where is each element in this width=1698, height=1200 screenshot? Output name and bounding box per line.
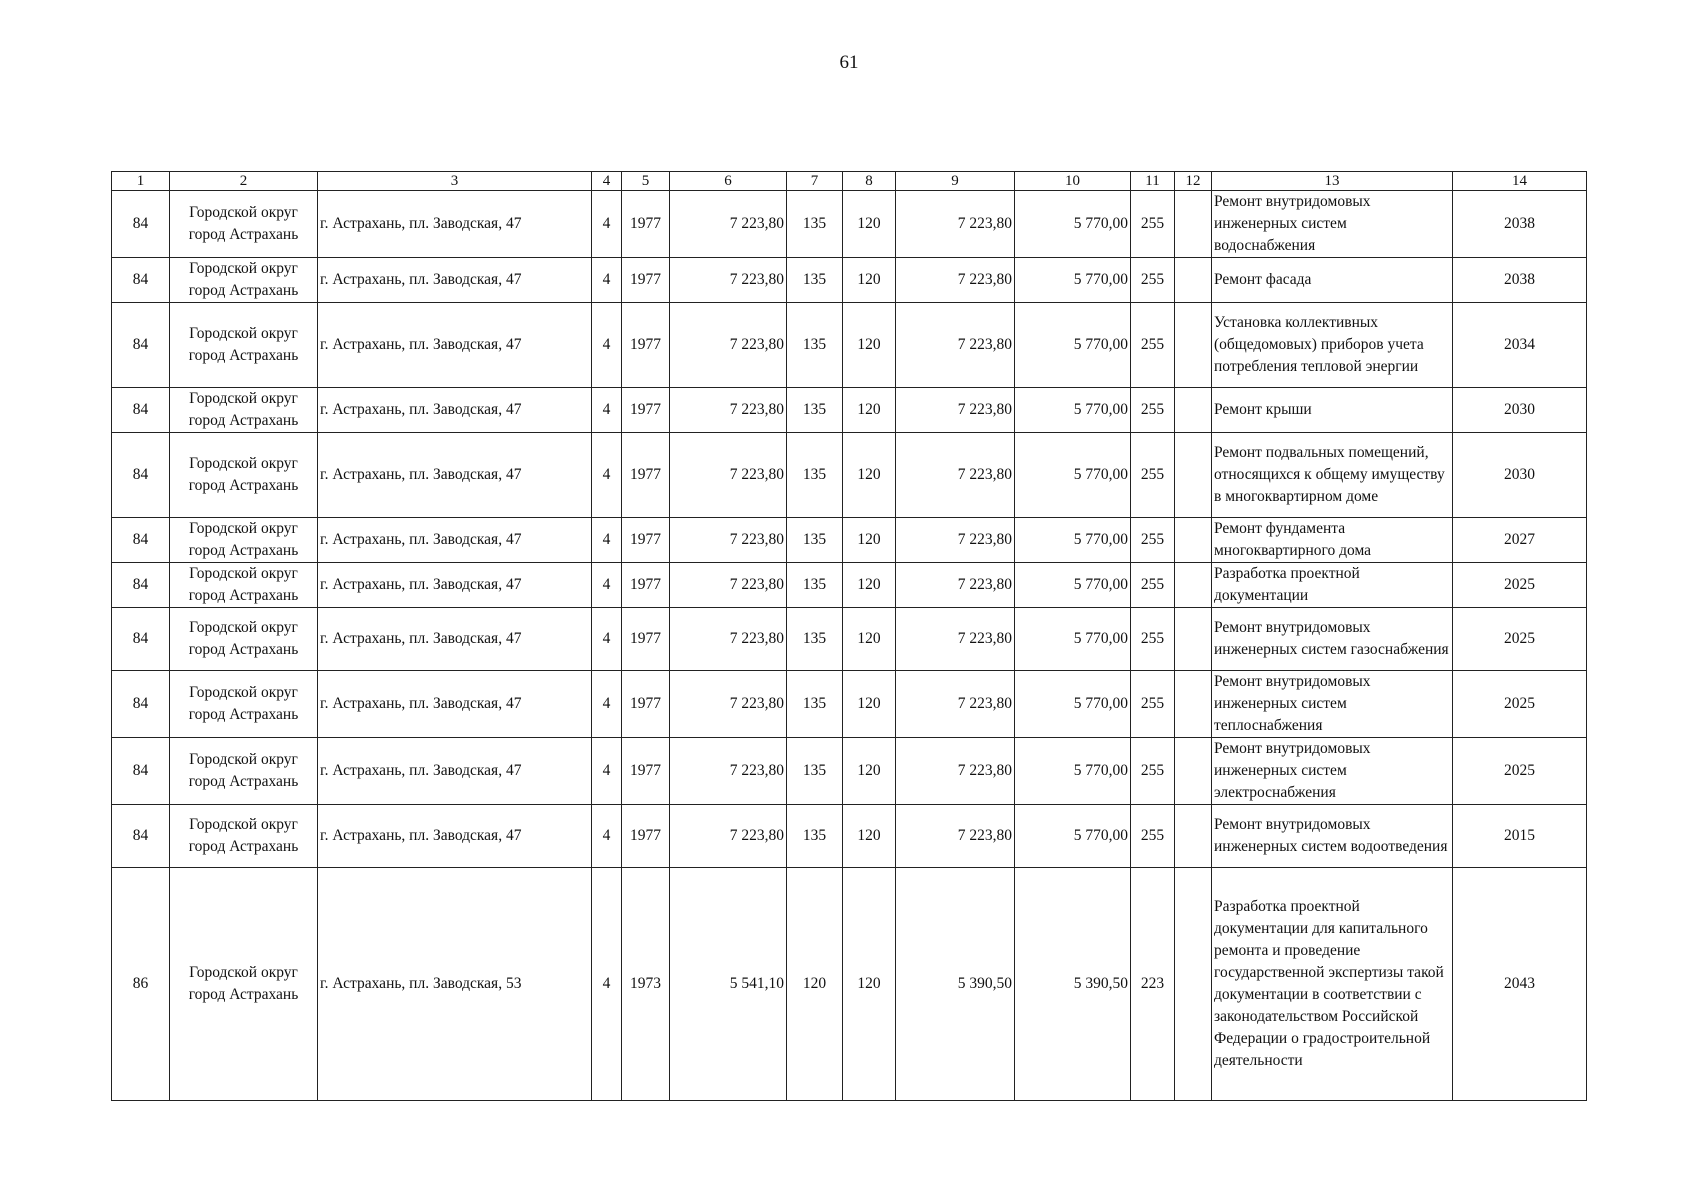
municipality: Городской округ город Астрахань bbox=[170, 805, 318, 868]
column-number: 14 bbox=[1453, 172, 1587, 191]
total-area: 7 223,80 bbox=[670, 433, 787, 518]
address: г. Астрахань, пл. Заводская, 47 bbox=[318, 671, 592, 738]
row-number: 84 bbox=[112, 563, 170, 608]
total-area: 7 223,80 bbox=[670, 608, 787, 671]
build-year: 1977 bbox=[622, 518, 670, 563]
col-7-value: 135 bbox=[787, 805, 843, 868]
col-11-value: 255 bbox=[1131, 563, 1175, 608]
col-11-value: 223 bbox=[1131, 868, 1175, 1101]
table-row bbox=[112, 433, 1587, 518]
build-year: 1973 bbox=[622, 868, 670, 1101]
col-10-value: 5 770,00 bbox=[1015, 303, 1131, 388]
plan-year: 2034 bbox=[1453, 303, 1587, 388]
floors: 4 bbox=[592, 738, 622, 805]
column-number: 3 bbox=[318, 172, 592, 191]
table-row bbox=[112, 868, 1587, 1101]
col-11-value: 255 bbox=[1131, 191, 1175, 258]
col-12-value bbox=[1175, 805, 1212, 868]
build-year: 1977 bbox=[622, 303, 670, 388]
address: г. Астрахань, пл. Заводская, 47 bbox=[318, 563, 592, 608]
col-7-value: 135 bbox=[787, 608, 843, 671]
row-number: 84 bbox=[112, 191, 170, 258]
plan-year: 2038 bbox=[1453, 191, 1587, 258]
total-area: 7 223,80 bbox=[670, 518, 787, 563]
column-number: 13 bbox=[1212, 172, 1453, 191]
col-12-value bbox=[1175, 303, 1212, 388]
work-type: Ремонт подвальных помещений, относящихся к общему имуществу в многоквартирном доме bbox=[1212, 433, 1453, 518]
plan-year: 2030 bbox=[1453, 388, 1587, 433]
work-type: Разработка проектной документации для капитального ремонта и проведение государственной экспертизы такой документации в соответствии с законодательством Российской Федерации о градостроительной деятельности bbox=[1212, 868, 1453, 1101]
col-7-value: 135 bbox=[787, 303, 843, 388]
table-row bbox=[112, 518, 1587, 563]
col-11-value: 255 bbox=[1131, 303, 1175, 388]
floors: 4 bbox=[592, 518, 622, 563]
col-11-value: 255 bbox=[1131, 738, 1175, 805]
floors: 4 bbox=[592, 258, 622, 303]
column-number: 11 bbox=[1131, 172, 1175, 191]
col-9-value: 7 223,80 bbox=[896, 563, 1015, 608]
work-type: Ремонт внутридомовых инженерных систем газоснабжения bbox=[1212, 608, 1453, 671]
col-7-value: 135 bbox=[787, 563, 843, 608]
col-12-value bbox=[1175, 671, 1212, 738]
col-12-value bbox=[1175, 518, 1212, 563]
floors: 4 bbox=[592, 671, 622, 738]
column-number: 2 bbox=[170, 172, 318, 191]
col-9-value: 5 390,50 bbox=[896, 868, 1015, 1101]
work-type: Разработка проектной документации bbox=[1212, 563, 1453, 608]
col-8-value: 120 bbox=[843, 805, 896, 868]
column-number: 8 bbox=[843, 172, 896, 191]
plan-year: 2015 bbox=[1453, 805, 1587, 868]
table-row bbox=[112, 388, 1587, 433]
row-number: 84 bbox=[112, 738, 170, 805]
work-type: Ремонт внутридомовых инженерных систем водоснабжения bbox=[1212, 191, 1453, 258]
plan-year: 2027 bbox=[1453, 518, 1587, 563]
col-7-value: 135 bbox=[787, 433, 843, 518]
address: г. Астрахань, пл. Заводская, 47 bbox=[318, 303, 592, 388]
work-type: Ремонт фундамента многоквартирного дома bbox=[1212, 518, 1453, 563]
col-12-value bbox=[1175, 738, 1212, 805]
col-10-value: 5 770,00 bbox=[1015, 738, 1131, 805]
address: г. Астрахань, пл. Заводская, 47 bbox=[318, 388, 592, 433]
municipality: Городской округ город Астрахань bbox=[170, 388, 318, 433]
work-type: Ремонт фасада bbox=[1212, 258, 1453, 303]
municipality: Городской округ город Астрахань bbox=[170, 563, 318, 608]
plan-year: 2025 bbox=[1453, 671, 1587, 738]
col-7-value: 135 bbox=[787, 738, 843, 805]
table-row bbox=[112, 671, 1587, 738]
row-number: 86 bbox=[112, 868, 170, 1101]
column-number: 9 bbox=[896, 172, 1015, 191]
col-7-value: 120 bbox=[787, 868, 843, 1101]
floors: 4 bbox=[592, 303, 622, 388]
municipality: Городской округ город Астрахань bbox=[170, 191, 318, 258]
col-9-value: 7 223,80 bbox=[896, 433, 1015, 518]
col-10-value: 5 770,00 bbox=[1015, 671, 1131, 738]
row-number: 84 bbox=[112, 671, 170, 738]
address: г. Астрахань, пл. Заводская, 47 bbox=[318, 738, 592, 805]
col-7-value: 135 bbox=[787, 518, 843, 563]
column-number: 1 bbox=[112, 172, 170, 191]
col-8-value: 120 bbox=[843, 258, 896, 303]
col-10-value: 5 770,00 bbox=[1015, 258, 1131, 303]
municipality: Городской округ город Астрахань bbox=[170, 671, 318, 738]
col-11-value: 255 bbox=[1131, 518, 1175, 563]
col-12-value bbox=[1175, 433, 1212, 518]
floors: 4 bbox=[592, 563, 622, 608]
municipality: Городской округ город Астрахань bbox=[170, 608, 318, 671]
total-area: 5 541,10 bbox=[670, 868, 787, 1101]
table-row bbox=[112, 563, 1587, 608]
col-11-value: 255 bbox=[1131, 805, 1175, 868]
total-area: 7 223,80 bbox=[670, 805, 787, 868]
municipality: Городской округ город Астрахань bbox=[170, 433, 318, 518]
table-row bbox=[112, 608, 1587, 671]
row-number: 84 bbox=[112, 518, 170, 563]
work-type: Ремонт внутридомовых инженерных систем электроснабжения bbox=[1212, 738, 1453, 805]
address: г. Астрахань, пл. Заводская, 47 bbox=[318, 433, 592, 518]
col-7-value: 135 bbox=[787, 388, 843, 433]
total-area: 7 223,80 bbox=[670, 303, 787, 388]
municipality: Городской округ город Астрахань bbox=[170, 303, 318, 388]
col-9-value: 7 223,80 bbox=[896, 608, 1015, 671]
total-area: 7 223,80 bbox=[670, 191, 787, 258]
build-year: 1977 bbox=[622, 608, 670, 671]
page-number: 61 bbox=[839, 52, 859, 73]
row-number: 84 bbox=[112, 303, 170, 388]
col-8-value: 120 bbox=[843, 868, 896, 1101]
col-10-value: 5 770,00 bbox=[1015, 563, 1131, 608]
col-10-value: 5 770,00 bbox=[1015, 388, 1131, 433]
col-7-value: 135 bbox=[787, 258, 843, 303]
column-number: 10 bbox=[1015, 172, 1131, 191]
floors: 4 bbox=[592, 191, 622, 258]
col-10-value: 5 770,00 bbox=[1015, 433, 1131, 518]
col-10-value: 5 390,50 bbox=[1015, 868, 1131, 1101]
municipality: Городской округ город Астрахань bbox=[170, 258, 318, 303]
work-type: Ремонт внутридомовых инженерных систем водоотведения bbox=[1212, 805, 1453, 868]
floors: 4 bbox=[592, 388, 622, 433]
address: г. Астрахань, пл. Заводская, 47 bbox=[318, 518, 592, 563]
col-9-value: 7 223,80 bbox=[896, 738, 1015, 805]
col-9-value: 7 223,80 bbox=[896, 191, 1015, 258]
col-8-value: 120 bbox=[843, 671, 896, 738]
address: г. Астрахань, пл. Заводская, 47 bbox=[318, 805, 592, 868]
col-8-value: 120 bbox=[843, 433, 896, 518]
col-12-value bbox=[1175, 191, 1212, 258]
municipality: Городской округ город Астрахань bbox=[170, 868, 318, 1101]
col-9-value: 7 223,80 bbox=[896, 805, 1015, 868]
address: г. Астрахань, пл. Заводская, 53 bbox=[318, 868, 592, 1101]
col-8-value: 120 bbox=[843, 563, 896, 608]
plan-year: 2043 bbox=[1453, 868, 1587, 1101]
total-area: 7 223,80 bbox=[670, 671, 787, 738]
build-year: 1977 bbox=[622, 563, 670, 608]
work-type: Установка коллективных (общедомовых) приборов учета потребления тепловой энергии bbox=[1212, 303, 1453, 388]
total-area: 7 223,80 bbox=[670, 563, 787, 608]
plan-year: 2025 bbox=[1453, 563, 1587, 608]
col-12-value bbox=[1175, 258, 1212, 303]
row-number: 84 bbox=[112, 805, 170, 868]
column-number: 7 bbox=[787, 172, 843, 191]
col-11-value: 255 bbox=[1131, 671, 1175, 738]
table-row bbox=[112, 191, 1587, 258]
col-12-value bbox=[1175, 608, 1212, 671]
total-area: 7 223,80 bbox=[670, 738, 787, 805]
build-year: 1977 bbox=[622, 191, 670, 258]
table-row bbox=[112, 805, 1587, 868]
build-year: 1977 bbox=[622, 433, 670, 518]
build-year: 1977 bbox=[622, 388, 670, 433]
column-number: 12 bbox=[1175, 172, 1212, 191]
col-12-value bbox=[1175, 388, 1212, 433]
col-8-value: 120 bbox=[843, 738, 896, 805]
plan-year: 2038 bbox=[1453, 258, 1587, 303]
col-11-value: 255 bbox=[1131, 258, 1175, 303]
floors: 4 bbox=[592, 805, 622, 868]
col-12-value bbox=[1175, 868, 1212, 1101]
address: г. Астрахань, пл. Заводская, 47 bbox=[318, 258, 592, 303]
col-12-value bbox=[1175, 563, 1212, 608]
total-area: 7 223,80 bbox=[670, 258, 787, 303]
col-11-value: 255 bbox=[1131, 608, 1175, 671]
col-10-value: 5 770,00 bbox=[1015, 805, 1131, 868]
column-number: 6 bbox=[670, 172, 787, 191]
floors: 4 bbox=[592, 868, 622, 1101]
floors: 4 bbox=[592, 433, 622, 518]
column-number: 4 bbox=[592, 172, 622, 191]
table-row bbox=[112, 738, 1587, 805]
floors: 4 bbox=[592, 608, 622, 671]
row-number: 84 bbox=[112, 433, 170, 518]
col-9-value: 7 223,80 bbox=[896, 671, 1015, 738]
column-number: 5 bbox=[622, 172, 670, 191]
capital-repair-table bbox=[111, 171, 1587, 1101]
col-7-value: 135 bbox=[787, 191, 843, 258]
table-row bbox=[112, 258, 1587, 303]
plan-year: 2025 bbox=[1453, 738, 1587, 805]
col-10-value: 5 770,00 bbox=[1015, 191, 1131, 258]
col-11-value: 255 bbox=[1131, 433, 1175, 518]
col-8-value: 120 bbox=[843, 191, 896, 258]
row-number: 84 bbox=[112, 258, 170, 303]
plan-year: 2025 bbox=[1453, 608, 1587, 671]
build-year: 1977 bbox=[622, 738, 670, 805]
total-area: 7 223,80 bbox=[670, 388, 787, 433]
col-8-value: 120 bbox=[843, 303, 896, 388]
col-9-value: 7 223,80 bbox=[896, 258, 1015, 303]
table-row bbox=[112, 303, 1587, 388]
col-8-value: 120 bbox=[843, 518, 896, 563]
col-8-value: 120 bbox=[843, 388, 896, 433]
row-number: 84 bbox=[112, 608, 170, 671]
municipality: Городской округ город Астрахань bbox=[170, 518, 318, 563]
address: г. Астрахань, пл. Заводская, 47 bbox=[318, 608, 592, 671]
row-number: 84 bbox=[112, 388, 170, 433]
build-year: 1977 bbox=[622, 671, 670, 738]
work-type: Ремонт крыши bbox=[1212, 388, 1453, 433]
plan-year: 2030 bbox=[1453, 433, 1587, 518]
municipality: Городской округ город Астрахань bbox=[170, 738, 318, 805]
col-10-value: 5 770,00 bbox=[1015, 518, 1131, 563]
column-number-row bbox=[112, 172, 1587, 191]
work-type: Ремонт внутридомовых инженерных систем теплоснабжения bbox=[1212, 671, 1453, 738]
col-10-value: 5 770,00 bbox=[1015, 608, 1131, 671]
col-8-value: 120 bbox=[843, 608, 896, 671]
col-9-value: 7 223,80 bbox=[896, 388, 1015, 433]
col-9-value: 7 223,80 bbox=[896, 303, 1015, 388]
col-11-value: 255 bbox=[1131, 388, 1175, 433]
col-7-value: 135 bbox=[787, 671, 843, 738]
build-year: 1977 bbox=[622, 258, 670, 303]
address: г. Астрахань, пл. Заводская, 47 bbox=[318, 191, 592, 258]
build-year: 1977 bbox=[622, 805, 670, 868]
col-9-value: 7 223,80 bbox=[896, 518, 1015, 563]
